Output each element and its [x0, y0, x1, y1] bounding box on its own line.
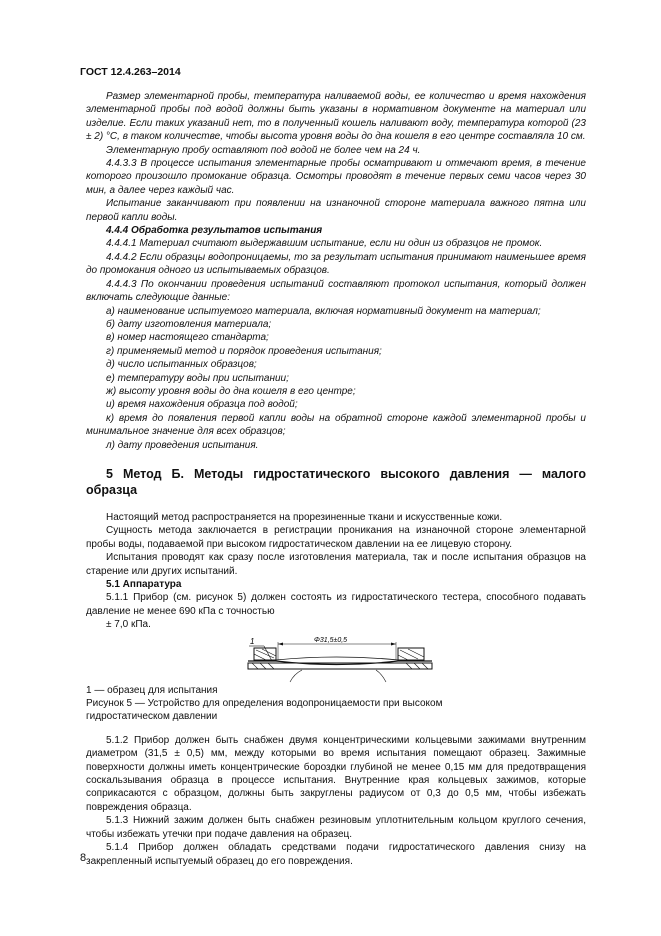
- hatch: [406, 663, 412, 669]
- paragraph: Испытания проводят как сразу после изготовления материала, так и после испытания образцов на старение или других испытаний.: [86, 552, 586, 577]
- paragraph: ± 7,0 кПа.: [106, 619, 151, 631]
- list-item: л) дату проведения испытания.: [106, 439, 259, 451]
- dimension-arrow: [391, 642, 396, 645]
- clamp-device-drawing: [246, 636, 436, 684]
- list-item: ж) высоту уровня воды до дна кошеля в его центре;: [106, 385, 356, 397]
- section-title: 5 Метод Б. Методы гидростатического высокого давления — малого образца: [86, 466, 586, 497]
- paragraph: 4.4.4.3 По окончании проведения испытаний составляют протокол испытания, который должен включать следующие данные:: [86, 278, 586, 304]
- paragraph: 5.1.4 Прибор должен обладать средствами подачи гидростатического давления снизу на закрепленный испытуемый образец до его повреждения.: [86, 842, 586, 867]
- upper-clamp-right: [398, 648, 424, 660]
- hatch: [254, 654, 266, 660]
- paragraph: Настоящий метод распространяется на прорезиненные ткани и искусственные кожи.: [106, 511, 503, 523]
- hatch: [408, 649, 424, 657]
- page-number: 8: [80, 852, 87, 864]
- subsection-heading: 4.4.4 Обработка результатов испытания: [106, 225, 323, 237]
- callout-label: 1: [250, 636, 255, 646]
- paragraph: Элементарную пробу оставляют под водой не более чем на 24 ч.: [106, 144, 421, 156]
- hatch: [398, 655, 408, 660]
- hatch: [414, 663, 420, 669]
- dimension-label: Φ31,5±0,5: [314, 636, 348, 644]
- paragraph: 5.1.2 Прибор должен быть снабжен двумя концентрическими кольцевыми зажимами внутренним диаметром (31,5 ± 0,5) мм, между которыми во время испытания помещают образец. Зажимные поверхности должны иметь концентрические бороздки глубиной не менее 0,15 мм для предотвращения соскальзывания образца в процессе испытания. Внутренние края кольцевых зажимов, которые соприкасаются с образцом, должны быть закруглены радиусом от 0,3 до 0,5 мм, чтобы избежать повреждения образца.: [86, 734, 586, 813]
- standard-header: ГОСТ 12.4.263–2014: [80, 66, 181, 78]
- upper-dome-line: [276, 657, 398, 660]
- paragraph: Испытание заканчивают при появлении на изнаночной стороне материала важного пятна или первой капли воды.: [86, 198, 586, 223]
- list-item: е) температуру воды при испытании;: [106, 372, 289, 384]
- paragraph: 5.1.3 Нижний зажим должен быть снабжен резиновым уплотнительным кольцом круглого сечения, чтобы избежать утечки при подаче давления на образец.: [86, 815, 586, 840]
- page-content: [86, 90, 586, 868]
- subsection-heading: 5.1 Аппаратура: [106, 579, 182, 590]
- spacer: [86, 724, 586, 734]
- paragraph: 4.4.3.3 В процессе испытания элементарные пробы осматривают и отмечают время, в течение которого произошло промокание образца. Осмотры проводят в течение первых семи часов через 30 мин, а далее через каждый час.: [86, 158, 586, 196]
- figure-caption: гидростатическом давлении: [86, 711, 218, 723]
- list-item: в) номер настоящего стандарта;: [106, 332, 269, 344]
- leader-line: [290, 670, 302, 682]
- hatch: [268, 663, 274, 669]
- figure-legend: 1 — образец для испытания: [86, 684, 218, 696]
- paragraph: 4.4.4.2 Если образцы водопроницаемы, то за результат испытания принимают наименьшее время до промокания одного из испытываемых образцов.: [86, 251, 586, 277]
- figure-caption: Рисунок 5 — Устройство для определения водопроницаемости при высоком: [86, 698, 443, 710]
- hatch: [422, 663, 428, 669]
- leader-line: [376, 670, 386, 682]
- hatch: [260, 663, 266, 669]
- list-item: и) время нахождения образца под водой;: [106, 399, 298, 411]
- figure-5-drawing: [86, 636, 586, 684]
- list-item: а) наименование испытуемого материала, включая нормативный документ на материал;: [106, 305, 541, 317]
- paragraph: 4.4.4.1 Материал считают выдержавшим испытание, если ни один из образцов не промок.: [106, 238, 543, 250]
- list-item: д) число испытанных образцов;: [106, 359, 257, 371]
- list-item: г) применяемый метод и порядок проведения испытания;: [106, 345, 382, 357]
- dimension-arrow: [278, 642, 283, 645]
- paragraph: Размер элементарной пробы, температура наливаемой воды, ее количество и время нахождения элементарной пробы под водой должны быть указаны в нормативном документе на материал или изделие. Если таких указаний нет, то в полученный кошель наливают воду, температура которой (23 ± 2) °С, в таком количестве, чтобы высота уровня воды до дна кошеля в его центре составляла 10 см.: [86, 91, 586, 143]
- hatch: [252, 663, 258, 669]
- paragraph: 5.1.1 Прибор (см. рисунок 5) должен состоять из гидростатического тестера, способного подавать давление не менее 690 кПа с точностью: [86, 592, 586, 617]
- paragraph: Сущность метода заключается в регистрации проникания на изнаночной стороне элементарной пробы воды, подаваемой при высоком гидростатическом давлении на ее лицевую сторону.: [86, 525, 586, 550]
- list-item: к) время до появления первой капли воды на обратной стороне каждой элементарной пробы и минимальное значение для всех образцов;: [86, 412, 586, 438]
- list-item: б) дату изготовления материала;: [106, 318, 272, 330]
- hatch: [256, 650, 274, 658]
